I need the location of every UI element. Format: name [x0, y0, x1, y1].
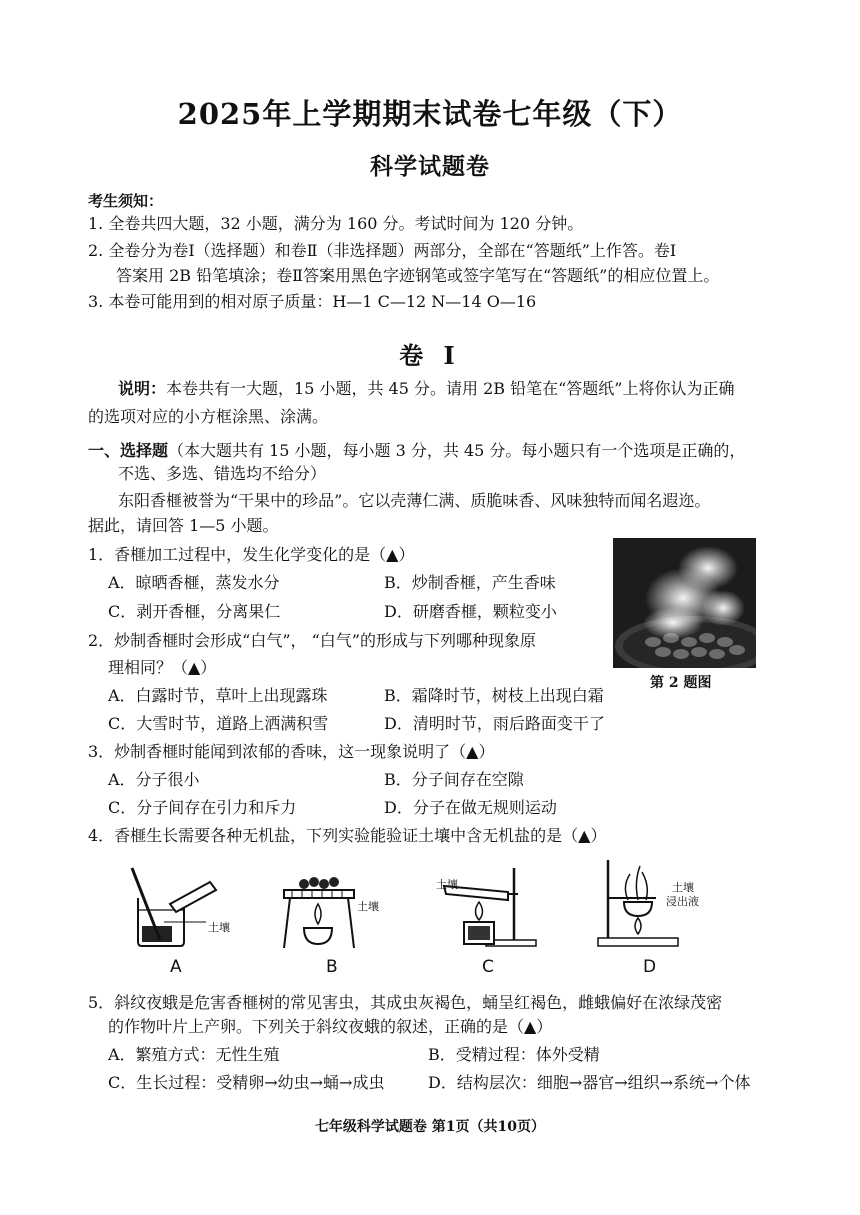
figure-label-c: C [482, 957, 494, 977]
question-5-stem-cont: 的作物叶片上产卵。下列关于斜纹夜蛾的叙述，正确的是（▲） [108, 1017, 553, 1036]
q2-figure-caption: 第 2 题图 [650, 675, 712, 691]
q3-option-d: D．分子在做无规则运动 [384, 798, 557, 817]
q2-photo-figure [613, 538, 756, 668]
q1-option-d: D．研磨香榧，颗粒变小 [384, 602, 557, 621]
notice-heading: 考生须知： [88, 192, 164, 210]
q1-option-c: C．剥开香榧，分离果仁 [108, 602, 281, 621]
q2-option-c: C．大雪时节，道路上洒满积雪 [108, 714, 329, 733]
q2-option-a: A．白露时节，草叶上出现露珠 [108, 686, 328, 705]
page-footer: 七年级科学试题卷 第1页（共10页） [314, 1119, 546, 1135]
q3-option-c: C．分子间存在引力和斥力 [108, 798, 297, 817]
notice-item-3: 3. 本卷可能用到的相对原子质量：H—1 C—12 N—14 O—16 [88, 292, 537, 311]
question-2-stem: 2．炒制香榧时会形成“白气”， “白气”的形成与下列哪种现象原 [88, 631, 536, 650]
q5-option-c: C．生长过程：受精卵→幼虫→蛹→成虫 [108, 1073, 385, 1092]
volume-explain [118, 378, 734, 400]
section-intro-cont: 据此，请回答 1—5 小题。 [88, 516, 279, 535]
notice-item-2: 2. 全卷分为卷Ⅰ（选择题）和卷Ⅱ（非选择题）两部分，全部在“答题纸”上作答。卷Ⅰ [88, 241, 677, 260]
volume-title: 卷 Ⅰ [399, 341, 461, 370]
q5-option-d: D．结构层次：细胞→器官→组织→系统→个体 [428, 1073, 751, 1092]
question-4-stem: 4．香榧生长需要各种无机盐，下列实验能验证土壤中含无机盐的是（▲） [88, 826, 607, 845]
question-1-stem: 1．香榧加工过程中，发生化学变化的是（▲） [88, 545, 415, 564]
explain-label: 说明： [118, 379, 167, 398]
q1-option-b: B．炒制香榧，产生香味 [384, 573, 556, 592]
notice-item-2-cont: 答案用 2B 铅笔填涂；卷Ⅱ答案用黑色字迹钢笔或签字笔写在“答题纸”的相应位置上。 [116, 266, 720, 285]
figure-label-b: B [326, 957, 338, 977]
q2-option-b: B．霜降时节，树枝上出现白霜 [384, 686, 604, 705]
question-5-stem: 5．斜纹夜蛾是危害香榧树的常见害虫，其成虫灰褐色，蛹呈红褐色，雌蛾偏好在浓绿茂密 [88, 993, 723, 1012]
q5-option-a: A．繁殖方式：无性生殖 [108, 1045, 280, 1064]
volume-explain-cont: 的选项对应的小方框涂黑、涂满。 [88, 407, 329, 426]
explain-text: 本卷共有一大题，15 小题，共 45 分。请用 2B 铅笔在“答题纸”上将你认为正确 [166, 379, 735, 398]
exam-subtitle: 科学试题卷 [370, 153, 490, 180]
section-desc-cont: 不选、多选、错选均不给分） [118, 464, 327, 483]
section-intro: 东阳香榧被誉为“干果中的珍品”。它以壳薄仁满、质脆味香、风味独特而闻名遐迩。 [118, 491, 711, 510]
label-d-soil: 土壤 [672, 881, 694, 894]
section-heading [88, 440, 745, 462]
beaker-stirring-icon [118, 860, 228, 950]
q1-option-a: A．晾晒香榧，蒸发水分 [108, 573, 280, 592]
section-desc: （本大题共有 15 小题，每小题 3 分，共 45 分。每小题只有一个选项是正确的， [168, 441, 746, 460]
question-3-stem: 3．炒制香榧时能闻到浓郁的香味，这一现象说明了（▲） [88, 742, 495, 761]
label-b-soil: 土壤 [357, 900, 379, 913]
q2-option-d: D．清明时节，雨后路面变干了 [384, 714, 605, 733]
q5-option-b: B．受精过程：体外受精 [428, 1045, 600, 1064]
roasting-photo [613, 538, 756, 668]
notice-item-1: 1. 全卷共四大题，32 小题，满分为 160 分。考试时间为 120 分钟。 [88, 214, 584, 233]
q3-option-a: A．分子很小 [108, 770, 200, 789]
figure-label-d: D [643, 957, 657, 977]
apparatus-a [118, 860, 228, 950]
question-2-stem-cont: 理相同？（▲） [108, 658, 217, 677]
exam-title: 2025年上学期期末试卷七年级（下） [177, 97, 683, 131]
label-d-extract: 浸出液 [666, 895, 699, 908]
label-a-soil: 土壤 [208, 921, 230, 934]
figure-label-a: A [170, 957, 182, 977]
label-c-soil: 土壤 [436, 878, 458, 891]
q3-option-b: B．分子间存在空隙 [384, 770, 524, 789]
section-label: 一、选择题 [88, 441, 169, 460]
